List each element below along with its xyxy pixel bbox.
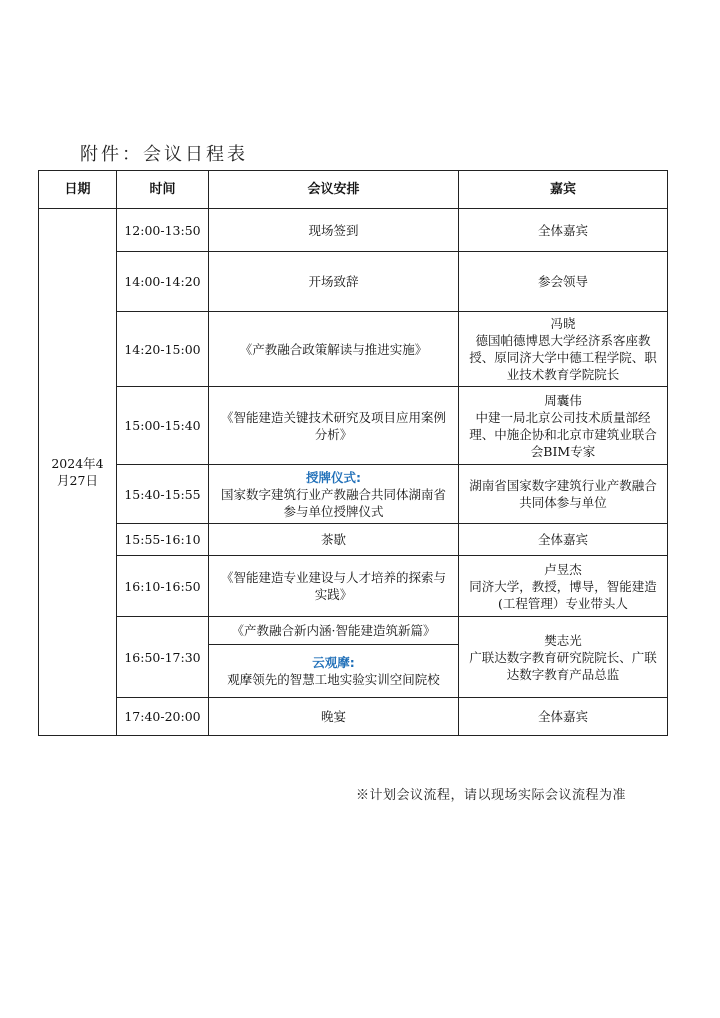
guests-cell: 全体嘉宾 — [459, 209, 668, 252]
agenda-cell: 现场签到 — [209, 209, 459, 252]
guest-name: 卢昱杰 — [544, 561, 582, 577]
header-row — [39, 171, 668, 209]
agenda-cell — [209, 465, 459, 524]
header-time: 时间 — [117, 171, 209, 209]
agenda-visit — [209, 645, 458, 697]
agenda-cell: 《智能建造关键技术研究及项目应用案例分析》 — [209, 387, 459, 465]
guests-cell: 参会领导 — [459, 252, 668, 312]
guests-cell — [459, 312, 668, 387]
agenda-cell: 开场致辞 — [209, 252, 459, 312]
guest-name: 樊志光 — [544, 632, 582, 648]
ceremony-label: 授牌仪式: — [306, 469, 361, 485]
footnote: ※计划会议流程，请以现场实际会议流程为准 — [356, 788, 627, 803]
schedule-table — [38, 170, 668, 736]
guest-name: 周囊伟 — [544, 392, 582, 408]
table-row — [39, 698, 668, 736]
table-row — [39, 617, 668, 698]
agenda-cell: 晚宴 — [209, 698, 459, 736]
page-title: 附件：会议日程表 — [80, 144, 248, 165]
ceremony-text: 国家数字建筑行业产教融合共同体湖南省参与单位授牌仪式 — [220, 486, 446, 519]
time-cell: 16:10-16:50 — [117, 556, 209, 617]
guests-cell — [459, 387, 668, 465]
time-cell: 12:00-13:50 — [117, 209, 209, 252]
guest-desc: 同济大学，教授，博导，智能建造(工程管理）专业带头人 — [469, 578, 657, 611]
time-cell: 15:00-15:40 — [117, 387, 209, 465]
time-cell: 16:50-17:30 — [117, 617, 209, 698]
header-guests: 嘉宾 — [459, 171, 668, 209]
table-row — [39, 387, 668, 465]
agenda-cell: 《智能建造专业建设与人才培养的探索与实践》 — [209, 556, 459, 617]
table-row — [39, 252, 668, 312]
table-row — [39, 312, 668, 387]
guest-name: 冯晓 — [550, 316, 576, 331]
time-cell: 14:00-14:20 — [117, 252, 209, 312]
guest-desc: 中建一局北京公司技术质量部经理、中施企协和北京市建筑业联合会BIM专家 — [469, 409, 657, 459]
agenda-cell — [209, 617, 459, 698]
table-row — [39, 209, 668, 252]
guests-cell: 全体嘉宾 — [459, 524, 668, 556]
header-date: 日期 — [39, 171, 117, 209]
table-row — [39, 465, 668, 524]
guests-cell — [459, 556, 668, 617]
time-cell: 17:40-20:00 — [117, 698, 209, 736]
visit-label: 云观摩: — [312, 655, 355, 670]
agenda-cell: 《产教融合政策解读与推进实施》 — [209, 312, 459, 387]
guest-desc: 广联达数字教育研究院院长、广联达数字教育产品总监 — [469, 649, 657, 682]
guests-cell — [459, 617, 668, 698]
table-row — [39, 524, 668, 556]
guest-desc: 德国帕德博恩大学经济系客座教授、原同济大学中德工程学院、职业技术教育学院院长 — [469, 333, 657, 382]
guests-cell: 湖南省国家数字建筑行业产教融合共同体参与单位 — [459, 465, 668, 524]
time-cell: 15:55-16:10 — [117, 524, 209, 556]
time-cell: 14:20-15:00 — [117, 312, 209, 387]
time-cell: 15:40-15:55 — [117, 465, 209, 524]
agenda-cell: 茶歇 — [209, 524, 459, 556]
agenda-talk: 《产教融合新内涵·智能建造筑新篇》 — [209, 617, 458, 645]
guests-cell: 全体嘉宾 — [459, 698, 668, 736]
table-row — [39, 556, 668, 617]
date-cell: 2024年4月27日 — [39, 209, 117, 736]
visit-text: 观摩领先的智慧工地实验实训空间院校 — [227, 672, 440, 687]
header-agenda: 会议安排 — [209, 171, 459, 209]
